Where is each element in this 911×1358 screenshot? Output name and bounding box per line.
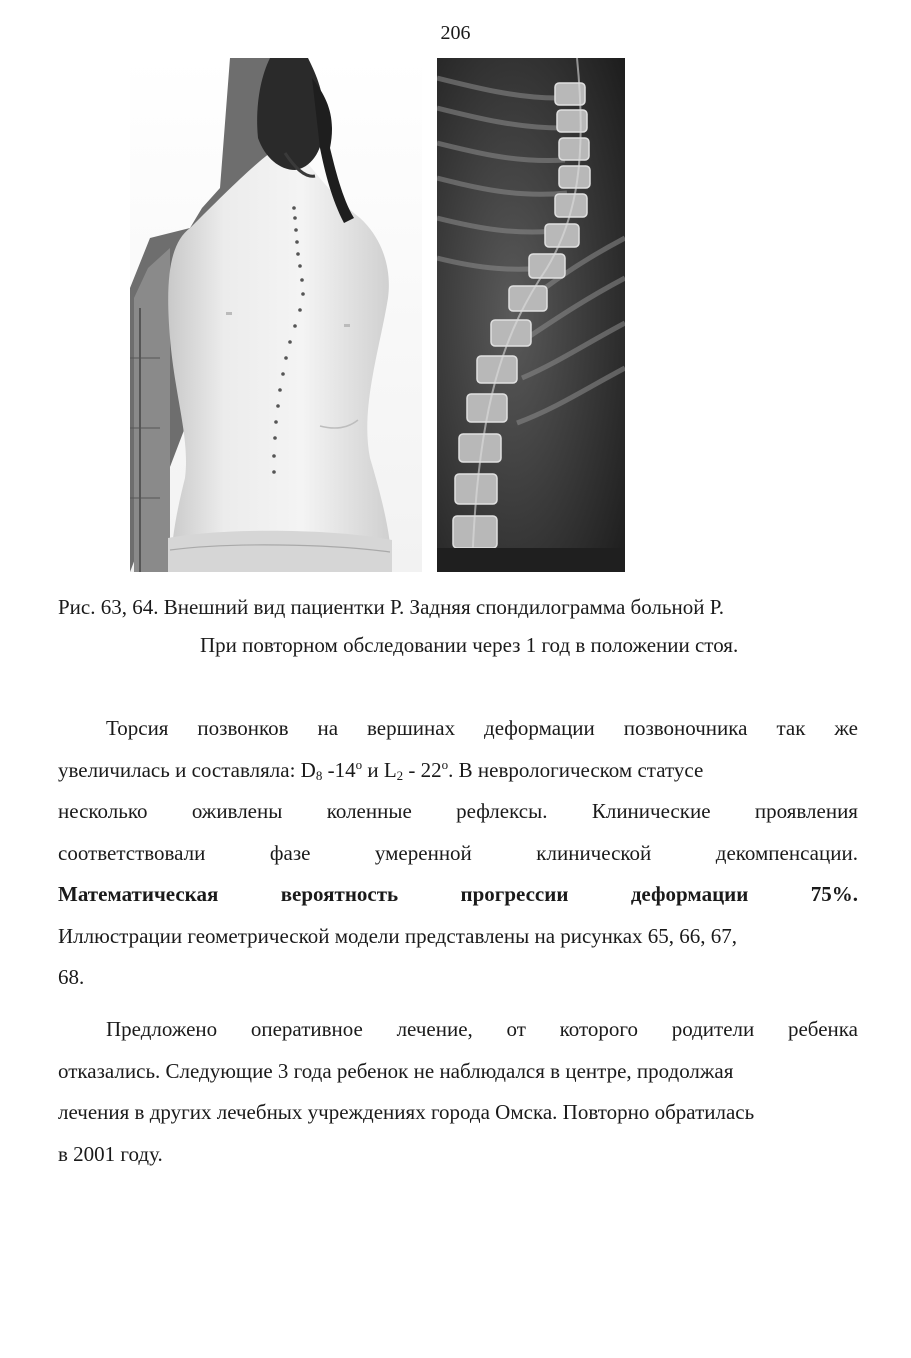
paragraph-1-line-7: 68. [58,965,85,989]
p1-word: оживлены [191,799,283,823]
p2-word: родители [671,1017,755,1041]
subscript: 8 [315,767,323,783]
paragraph-1-line-3 [58,791,858,833]
p1-word: вершинах [367,716,456,740]
p1-word: соответствовали [58,840,206,865]
spine-xray-image [437,58,625,572]
p1-word: так [776,716,806,740]
p2-word: которого [559,1017,638,1041]
p1-bold-word: вероятность [280,882,399,906]
p1-text: -14 [322,757,356,782]
p1-word: коленные [326,799,412,823]
p1-word: декомпенсации. [715,840,858,865]
p1-word: деформации [484,716,595,740]
p1-word: несколько [58,799,148,823]
p1-word: позвоночника [623,716,748,740]
p1-word: рефлексы. [456,799,548,823]
paragraph-1-line-1 [58,708,858,750]
paragraph-2-line-4: в 2001 году. [58,1141,163,1166]
p1-word: Торсия [106,716,169,740]
paragraph-2-line-1 [58,1009,858,1051]
paragraph-1-line-6: Иллюстрации геометрической модели представлены на рисунках 65, 66, 67, [58,923,738,948]
paragraph-1-line-5-bold [58,874,858,916]
caption-line-1: Рис. 63, 64. Внешний вид пациентки Р. Задняя спондилограмма больной Р. [58,595,725,619]
degree-mark: o [441,756,449,772]
p1-word: же [834,716,858,740]
p1-bold-word: Математическая [58,882,219,906]
p1-word: умеренной [374,840,472,865]
paragraph-1 [58,708,858,999]
paragraph-2 [58,1009,858,1175]
degree-mark: o [355,756,363,772]
paragraph-2-line-3: лечения в других лечебных учреждениях города Омска. Повторно обратилась [58,1100,755,1124]
paragraph-1-line-2 [58,750,858,792]
p1-text: и L [362,757,397,782]
paragraph-2-line-2: отказались. Следующие 3 года ребенок не наблюдался в центре, продолжая [58,1058,734,1083]
p1-word: Клинические [591,799,711,823]
p2-word: ребенка [787,1017,858,1041]
p1-text: - 22 [403,757,442,782]
p1-bold-word: 75%. [810,882,858,906]
p1-word: клинической [536,840,652,865]
p2-word: от [506,1017,526,1041]
p1-bold-word: деформации [630,882,749,906]
page-number: 206 [440,22,471,44]
p1-word: проявления [754,799,858,823]
p1-bold-word: прогрессии [460,882,569,906]
caption-line-2: При повторном обследовании через 1 год в положении стоя. [200,633,739,657]
p1-word: фазе [269,840,311,865]
p1-text: увеличилась и составляла: D [58,757,316,782]
p1-text: . В неврологическом статусе [448,757,704,782]
p1-word: на [317,716,339,740]
p2-word: Предложено [106,1017,218,1041]
p1-word: позвонков [197,716,289,740]
p2-word: лечение, [396,1017,473,1041]
paragraph-1-line-4 [58,833,858,875]
p2-word: оперативное [250,1017,363,1041]
subscript: 2 [396,767,404,783]
figure-caption [58,588,858,664]
patient-back-photo [130,58,422,572]
